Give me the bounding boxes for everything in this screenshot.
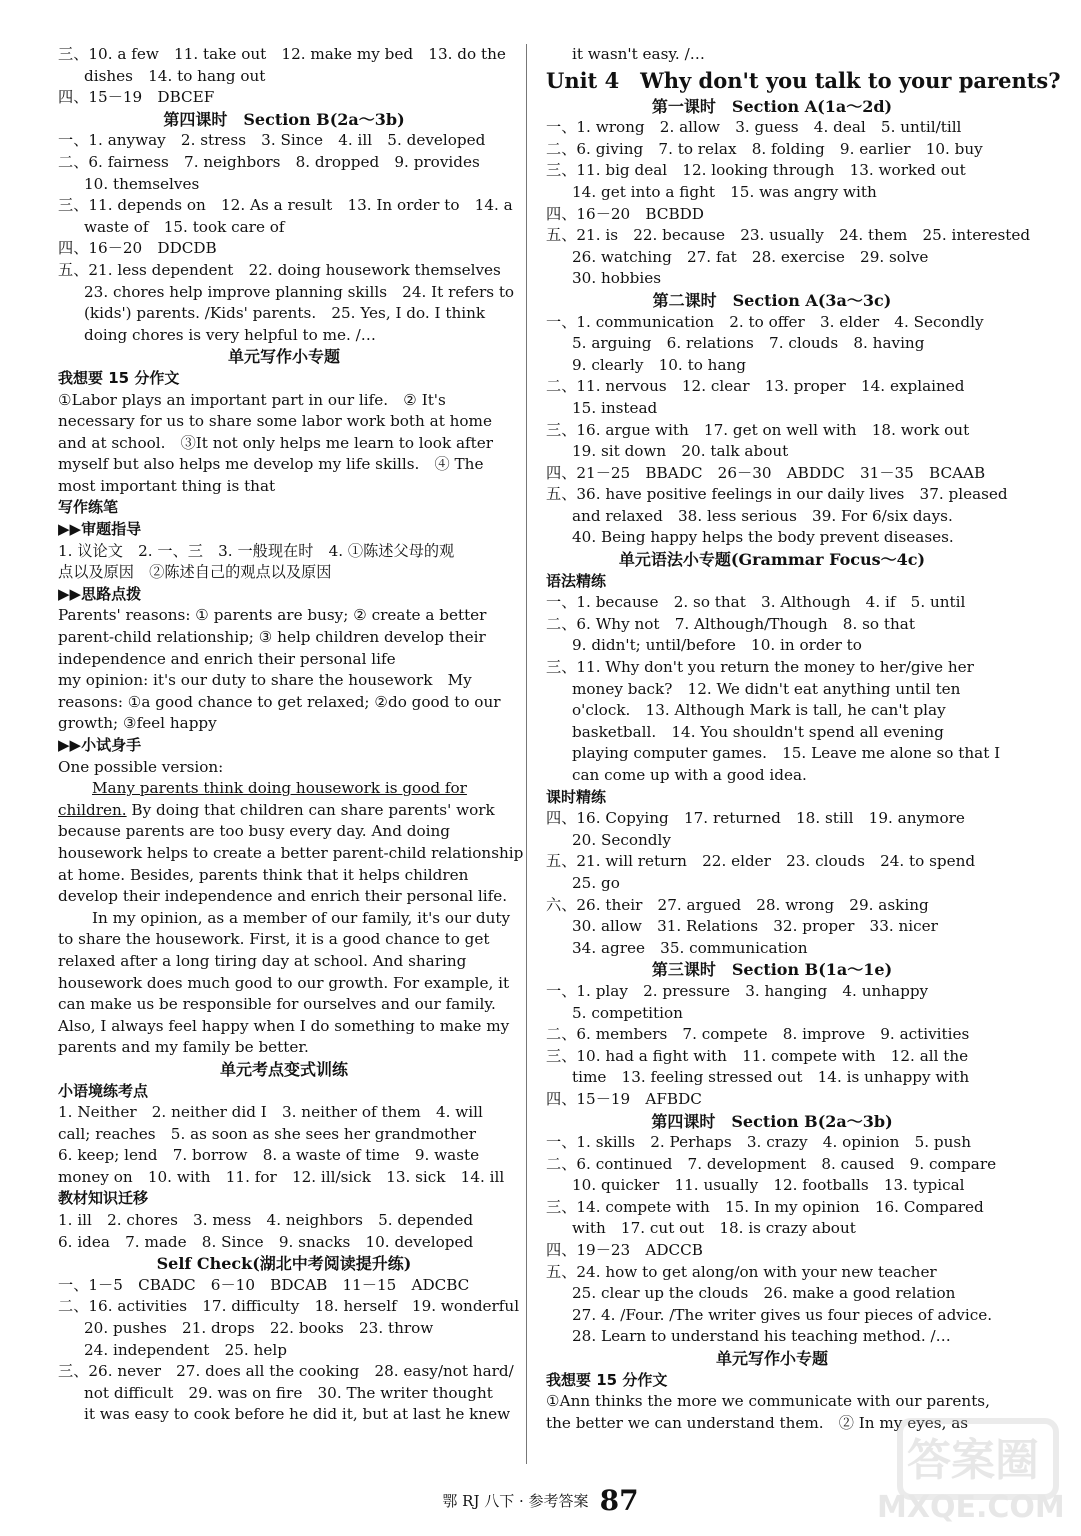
right-line: 34. agree 35. communication: [572, 938, 808, 957]
right-line: 26. watching 27. fat 28. exercise 29. solve: [572, 247, 929, 266]
right-line: 三、11. big deal 12. looking through 13. worked out: [546, 161, 966, 180]
right-column: [546, 44, 1061, 1434]
right-line: 9. didn't; until/before 10. in order to: [572, 636, 862, 655]
right-line: 五、36. have positive feelings in our daily lives 37. pleased: [546, 485, 1008, 504]
right-line: 25. go: [572, 873, 620, 892]
right-line: 三、14. compete with 15. In my opinion 16. Compared: [546, 1197, 984, 1216]
right-line: 一、1. skills 2. Perhaps 3. crazy 4. opinion 5. push: [546, 1133, 971, 1152]
left-line: can make us be responsible for ourselves and our family.: [58, 995, 496, 1014]
left-line: 写作练笔: [58, 498, 119, 517]
right-line: 15. instead: [572, 398, 658, 417]
right-line: 5. competition: [572, 1003, 683, 1022]
right-line: 一、1. wrong 2. allow 3. guess 4. deal 5. until/till: [546, 118, 962, 137]
left-line: 四、15－19 DBCEF: [58, 88, 215, 107]
right-line: 二、6. Why not 7. Although/Though 8. so that: [546, 614, 915, 633]
left-line: dishes 14. to hang out: [84, 66, 266, 85]
right-line: 第二课时 Section A(3a～3c): [652, 290, 892, 310]
left-line: 1. Neither 2. neither did I 3. neither of them 4. will: [58, 1103, 483, 1122]
right-line: with 17. cut out 18. is crazy about: [572, 1219, 856, 1238]
left-line: develop their independence and enrich their personal life.: [58, 887, 508, 906]
left-line: 第四课时 Section B(2a～3b): [163, 109, 405, 129]
right-line: 二、6. giving 7. to relax 8. folding 9. earlier 10. buy: [546, 139, 983, 158]
right-line: 二、11. nervous 12. clear 13. proper 14. explained: [546, 377, 965, 396]
left-line: 小语境练考点: [58, 1081, 149, 1100]
right-line: the better we can understand them. ② In my eyes, as: [546, 1413, 969, 1432]
watermark-cn: 答案圈: [907, 1435, 1039, 1486]
right-line: 我想要 15 分作文: [546, 1370, 668, 1389]
left-line: parents and my family be better.: [58, 1038, 309, 1057]
page-number: 87: [599, 1484, 639, 1517]
left-line: relaxed after a long tiring day at school. And sharing: [58, 951, 467, 970]
left-line: 单元考点变式训练: [219, 1059, 348, 1079]
left-line: Parents' reasons: ① parents are busy; ② create a better: [58, 606, 487, 625]
left-line: 二、16. activities 17. difficulty 18. herself 19. wonderful: [58, 1297, 520, 1316]
left-line: 五、21. less dependent 22. doing housework themselves: [58, 260, 501, 279]
right-line: 五、21. will return 22. elder 23. clouds 24. to spend: [546, 852, 976, 871]
left-line: ▶▶思路点拨: [58, 584, 142, 603]
left-line: 6. keep; lend 7. borrow 8. a waste of time 9. waste: [58, 1146, 480, 1165]
right-line: 二、6. members 7. compete 8. improve 9. activities: [546, 1025, 970, 1044]
left-line: 四、16－20 DDCDB: [58, 239, 217, 258]
right-line: 一、1. communication 2. to offer 3. elder 4. Secondly: [546, 312, 984, 331]
right-line: 六、26. their 27. argued 28. wrong 29. asking: [546, 895, 929, 914]
right-line: 10. quicker 11. usually 12. footballs 13. typical: [572, 1176, 965, 1195]
right-line: it wasn't easy. /…: [572, 45, 705, 63]
right-line: 三、11. Why don't you return the money to her/give her: [546, 658, 974, 677]
left-line: Also, I always feel happy when I do something to make my: [58, 1016, 510, 1035]
underlined-word: children.: [58, 800, 127, 819]
left-column: [58, 44, 524, 1426]
left-line: 6. idea 7. made 8. Since 9. snacks 10. developed: [58, 1232, 474, 1251]
left-line: 三、11. depends on 12. As a result 13. In order to 14. a: [58, 196, 513, 215]
left-line: necessary for us to share some labor work both at home: [58, 412, 492, 431]
left-line: Many parents think doing housework is good for: [92, 779, 467, 798]
right-line: 19. sit down 20. talk about: [572, 442, 789, 461]
right-line: 5. arguing 6. relations 7. clouds 8. having: [572, 334, 925, 353]
left-line: 23. chores help improve planning skills 24. It refers to: [84, 282, 515, 301]
right-line: 30. allow 31. Relations 32. proper 33. nicer: [572, 917, 938, 936]
left-line: and at school. ③It not only helps me learn to look after: [58, 433, 494, 452]
left-line: 点以及原因 ②陈述自己的观点以及原因: [58, 563, 332, 582]
left-line: In my opinion, as a member of our family, it's our duty: [92, 908, 511, 927]
right-line: 四、19－23 ADCCB: [546, 1241, 703, 1260]
right-line: 四、21－25 BBADC 26－30 ABDDC 31－35 BCAAB: [546, 463, 986, 482]
right-line: 25. clear up the clouds 26. make a good relation: [572, 1284, 956, 1303]
watermark-url: MXQE.COM: [877, 1490, 1065, 1525]
left-line: parent-child relationship; ③ help children develop their: [58, 628, 486, 647]
right-line: 一、1. play 2. pressure 3. hanging 4. unhappy: [546, 981, 929, 1000]
right-line: ①Ann thinks the more we communicate with our parents,: [546, 1392, 990, 1411]
right-line: 五、24. how to get along/on with your new teacher: [546, 1262, 937, 1281]
left-line: 单元写作小专题: [227, 347, 340, 367]
left-line: (kids') parents. /Kids' parents. 25. Yes, I do. I think: [84, 304, 486, 323]
left-line: call; reaches 5. as soon as she sees her grandmother: [58, 1124, 476, 1143]
right-line: 四、15－19 AFBDC: [546, 1089, 702, 1108]
right-line: 30. hobbies: [572, 269, 661, 288]
left-line: most important thing is that: [58, 476, 276, 495]
right-line: 单元语法小专题(Grammar Focus～4c): [618, 550, 926, 570]
left-line: 24. independent 25. help: [84, 1340, 287, 1359]
left-line: children. By doing that children can share parents' work: [58, 800, 495, 819]
right-line: can come up with a good idea.: [572, 766, 807, 784]
right-line: time 13. feeling stressed out 14. is unhappy with: [572, 1068, 970, 1087]
right-line: 20. Secondly: [572, 830, 671, 849]
left-line: 三、10. a few 11. take out 12. make my bed 13. do the: [58, 45, 506, 63]
left-line: 教材知识迁移: [58, 1189, 149, 1208]
right-line: 27. 4. /Four. /The writer gives us four pieces of advice.: [572, 1305, 993, 1324]
right-line: 第一课时 Section A(1a～2d): [651, 96, 893, 116]
left-line: 我想要 15 分作文: [58, 368, 180, 387]
column-divider: [526, 44, 527, 1464]
left-line: ▶▶审题指导: [58, 520, 142, 539]
right-line: 四、16－20 BCBDD: [546, 204, 704, 223]
left-line: 20. pushes 21. drops 22. books 23. throw: [84, 1319, 434, 1338]
right-line: 14. get into a fight 15. was angry with: [572, 182, 877, 201]
left-line: housework helps to create a better parent-child relationship: [58, 843, 524, 862]
right-line: 语法精练: [546, 571, 607, 590]
right-line: 9. clearly 10. to hang: [572, 355, 747, 374]
left-line: growth; ③feel happy: [58, 714, 217, 733]
left-line: ▶▶小试身手: [58, 736, 142, 754]
left-line: doing chores is very helpful to me. /…: [84, 325, 376, 344]
left-line: my opinion: it's our duty to share the housework My: [58, 671, 472, 690]
right-line: o'clock. 13. Although Mark is tall, he can't play: [572, 701, 946, 720]
right-line: 单元写作小专题: [715, 1349, 828, 1369]
right-line: playing computer games. 15. Leave me alone so that I: [572, 744, 1001, 763]
left-line: to share the housework. First, it is a good chance to get: [58, 930, 490, 949]
left-line: Self Check(湖北中考阅读提升练): [156, 1254, 412, 1274]
right-line: 三、16. argue with 17. get on well with 18. work out: [546, 420, 970, 439]
left-line: at home. Besides, parents think that it helps children: [58, 865, 469, 884]
left-line: 10. themselves: [84, 174, 200, 193]
left-line: 1. ill 2. chores 3. mess 4. neighbors 5. depended: [58, 1211, 474, 1230]
left-line: not difficult 29. was on fire 30. The writer thought: [84, 1383, 493, 1402]
right-line: 一、1. because 2. so that 3. Although 4. if 5. until: [546, 593, 966, 612]
footer-label: 鄂 RJ 八下 · 参考答案: [442, 1492, 589, 1510]
right-line: 40. Being happy helps the body prevent diseases.: [572, 528, 954, 547]
right-line: Unit 4 Why don't you talk to your parents?: [546, 67, 1061, 93]
left-line: 二、6. fairness 7. neighbors 8. dropped 9. provides: [58, 152, 480, 171]
left-line: reasons: ①a good chance to get relaxed; ②do good to our: [58, 692, 501, 711]
left-line: ①Labor plays an important part in our life. ② It's: [58, 390, 446, 409]
right-line: 28. Learn to understand his teaching method. /…: [572, 1327, 951, 1346]
left-line: 一、1－5 CBADC 6－10 BDCAB 11－15 ADCBC: [58, 1275, 470, 1294]
left-line: money on 10. with 11. for 12. ill/sick 13. sick 14. ill: [58, 1167, 505, 1186]
left-line: housework does much good to our growth. For example, it: [58, 973, 510, 992]
left-line: independence and enrich their personal life: [58, 649, 396, 668]
right-line: 四、16. Copying 17. returned 18. still 19. anymore: [546, 809, 965, 828]
left-line: 一、1. anyway 2. stress 3. Since 4. ill 5. developed: [58, 131, 486, 150]
left-line: 三、26. never 27. does all the cooking 28. easy/not hard/: [58, 1362, 514, 1381]
left-line: One possible version:: [58, 757, 224, 776]
left-line: myself but also helps me develop my life skills. ④ The: [58, 455, 484, 474]
right-line: and relaxed 38. less serious 39. For 6/six days.: [572, 506, 953, 525]
right-line: money back? 12. We didn't eat anything until ten: [572, 679, 961, 698]
left-line: 1. 议论文 2. 一、三 3. 一般现在时 4. ①陈述父母的观: [58, 541, 455, 560]
left-line: it was easy to cook before he did it, but at last he knew: [84, 1405, 511, 1424]
right-line: 五、21. is 22. because 23. usually 24. them 25. interested: [546, 226, 1031, 245]
right-line: basketball. 14. You shouldn't spend all evening: [572, 722, 944, 741]
right-line: 二、6. continued 7. development 8. caused 9. compare: [546, 1154, 997, 1173]
right-line: 课时精练: [546, 787, 607, 806]
watermark-logo: [877, 1418, 1067, 1528]
right-line: 第三课时 Section B(1a～1e): [651, 960, 893, 980]
left-line: because parents are too busy every day. And doing: [58, 822, 450, 841]
left-line: waste of 15. took care of: [84, 217, 285, 236]
right-line: 第四课时 Section B(2a～3b): [651, 1111, 893, 1131]
right-line: 三、10. had a fight with 11. compete with 12. all the: [546, 1046, 969, 1065]
